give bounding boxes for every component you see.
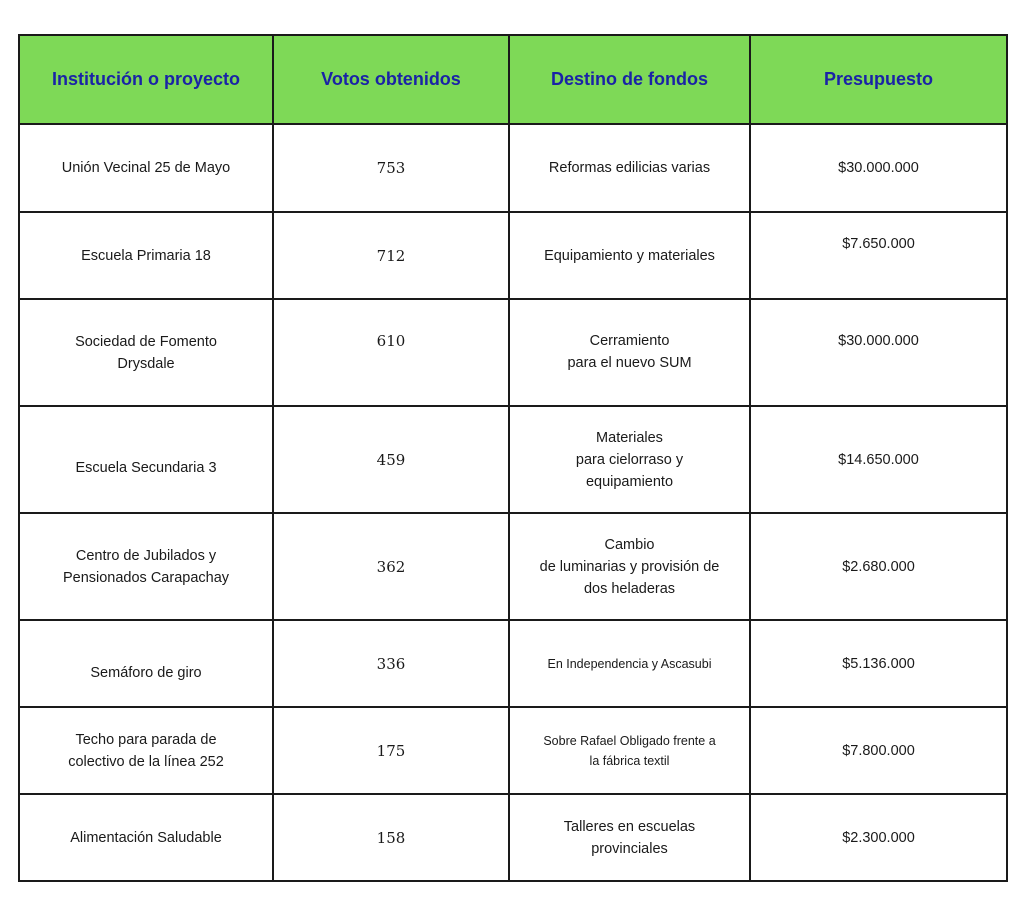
results-table [18,34,1008,882]
cell-presupuesto: $7.650.000 [750,212,1007,299]
cell-destino: Equipamiento y materiales [509,212,750,299]
cell-destino: Sobre Rafael Obligado frente a la fábrica textil [509,707,750,794]
cell-votos: 362 [273,513,509,620]
cell-destino: Cerramiento para el nuevo SUM [509,299,750,406]
cell-presupuesto: $7.800.000 [750,707,1007,794]
cell-institucion: Centro de Jubilados y Pensionados Carapachay [19,513,273,620]
cell-institucion: Sociedad de Fomento Drysdale [19,299,273,406]
cell-presupuesto: $2.680.000 [750,513,1007,620]
cell-votos: 610 [273,299,509,406]
cell-votos: 158 [273,794,509,881]
cell-destino: Reformas edilicias varias [509,124,750,212]
cell-institucion: Semáforo de giro [19,620,273,707]
table-row [19,513,1007,620]
cell-institucion: Escuela Primaria 18 [19,212,273,299]
table-row [19,794,1007,881]
header-destino: Destino de fondos [509,35,750,124]
header-presupuesto: Presupuesto [750,35,1007,124]
cell-votos: 336 [273,620,509,707]
cell-votos: 175 [273,707,509,794]
cell-presupuesto: $30.000.000 [750,124,1007,212]
cell-destino: Materiales para cielorraso y equipamiento [509,406,750,513]
cell-votos: 753 [273,124,509,212]
table-row [19,124,1007,212]
cell-destino: Talleres en escuelas provinciales [509,794,750,881]
cell-institucion: Escuela Secundaria 3 [19,406,273,513]
header-row [19,35,1007,124]
cell-presupuesto: $14.650.000 [750,406,1007,513]
cell-votos: 459 [273,406,509,513]
cell-institucion: Techo para parada de colectivo de la línea 252 [19,707,273,794]
table-row [19,299,1007,406]
header-votos: Votos obtenidos [273,35,509,124]
cell-institucion: Alimentación Saludable [19,794,273,881]
table-row [19,707,1007,794]
cell-votos: 712 [273,212,509,299]
header-institucion: Institución o proyecto [19,35,273,124]
cell-destino: En Independencia y Ascasubi [509,620,750,707]
cell-presupuesto: $5.136.000 [750,620,1007,707]
cell-institucion: Unión Vecinal 25 de Mayo [19,124,273,212]
table-row [19,212,1007,299]
table-row [19,620,1007,707]
table-row [19,406,1007,513]
cell-destino: Cambio de luminarias y provisión de dos heladeras [509,513,750,620]
cell-presupuesto: $30.000.000 [750,299,1007,406]
cell-presupuesto: $2.300.000 [750,794,1007,881]
